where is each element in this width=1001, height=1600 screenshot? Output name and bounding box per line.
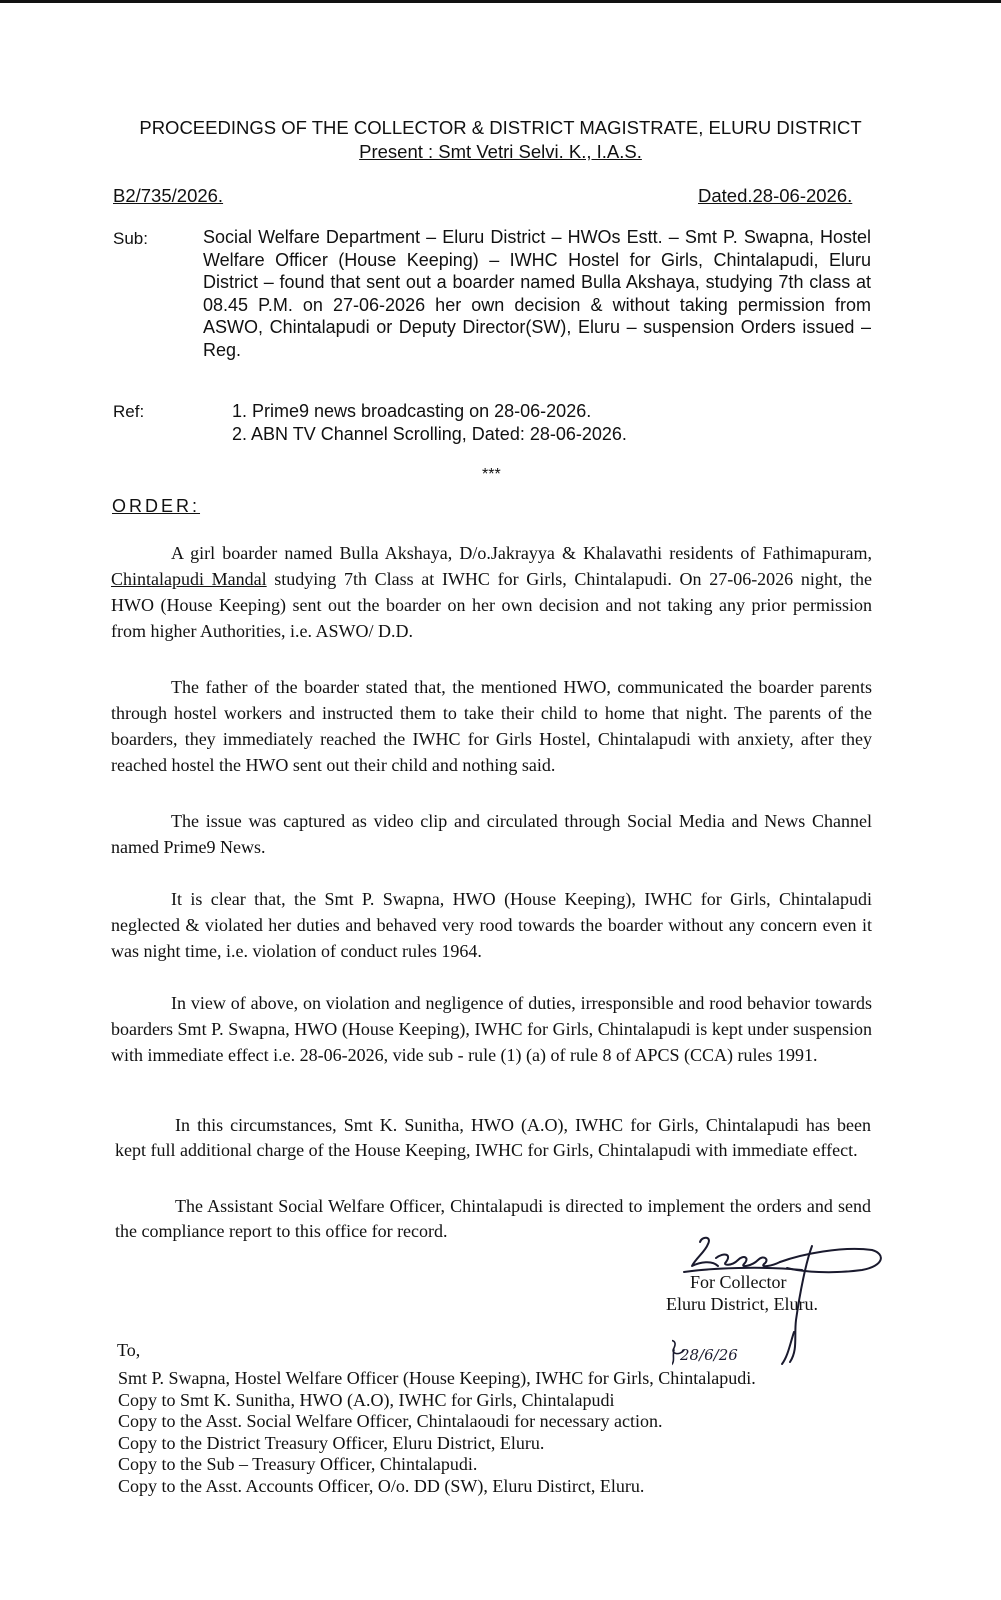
reference-number: B2/735/2026. (113, 185, 224, 206)
reference-item: 2. ABN TV Channel Scrolling, Dated: 28-06-2026. (232, 423, 627, 444)
present-officer: Present : Smt Vetri Selvi. K., I.A.S. (359, 141, 642, 162)
handwritten-date: 28/6/26 (680, 1346, 738, 1364)
order-paragraph-6: In this circumstances, Smt K. Sunitha, HWO (A.O), IWHC for Girls, Chintalapudi has been kept full additional charge of the House Keeping, IWHC for Girls, Chintalapudi with immediate effect. (115, 1115, 871, 1160)
order-paragraph-2: The father of the boarder stated that, the mentioned HWO, communicated the boarder parents through hostel workers and instructed them to take their child to home that night. The parents of the boarders, they immediately reached the IWHC for Girls Hostel, Chintalapudi with anxiety, after they reached hostel the HWO sent out their child and nothing said. (111, 677, 872, 775)
distribution-item: Copy to the District Treasury Officer, Eluru District, Eluru. (118, 1432, 545, 1453)
section-separator: *** (482, 466, 501, 483)
order-paragraph-3: The issue was captured as video clip and circulated through Social Media and News Channel named Prime9 News. (111, 811, 872, 857)
subject-label: Sub: (113, 229, 148, 248)
document-title: PROCEEDINGS OF THE COLLECTOR & DISTRICT MAGISTRATE, ELURU DISTRICT (139, 117, 862, 138)
to-label: To, (117, 1340, 141, 1360)
order-paragraph-4: It is clear that, the Smt P. Swapna, HWO (House Keeping), IWHC for Girls, Chintalapudi neglected & violated her duties and behaved very rood towards the boarder without any concern even it was night time, i.e. violation of conduct rules 1964. (111, 889, 872, 961)
paragraph-1-text-b: studying 7th Class at IWHC for Girls, Chintalapudi. On 27-06-2026 night, the HWO (House Keeping) sent out the boarder on her own decision and not taking any prior permission from higher Authorities, i.e. ASWO/ D.D. (111, 569, 872, 641)
subject-text: Social Welfare Department – Eluru District – HWOs Estt. – Smt P. Swapna, Hostel Welfare Officer (House Keeping) – IWHC Hostel for Girls, Chintalapudi, Eluru District – found that sent out a boarder named Bulla Akshaya, studying 7th class at 08.45 P.M. on 27-06-2026 her own decision & without taking permission from ASWO, Chintalapudi or Deputy Director(SW), Eluru – suspension Orders issued – Reg. (203, 227, 871, 360)
reference-item: 1. Prime9 news broadcasting on 28-06-2026. (232, 401, 592, 421)
order-heading: ORDER: (112, 496, 201, 516)
distribution-item: Smt P. Swapna, Hostel Welfare Officer (House Keeping), IWHC for Girls, Chintalapudi. (118, 1368, 756, 1388)
references-label: Ref: (113, 402, 145, 421)
references-list (232, 400, 627, 445)
order-paragraph-7: The Assistant Social Welfare Officer, Chintalapudi is directed to implement the orders and send the compliance report to this office for record. (115, 1196, 871, 1241)
distribution-list (118, 1368, 756, 1498)
distribution-item: Copy to the Asst. Accounts Officer, O/o. DD (SW), Eluru Distirct, Eluru. (118, 1475, 645, 1496)
mandal-name: Chintalapudi Mandal (111, 569, 267, 589)
order-paragraph-1 (111, 540, 872, 644)
distribution-item: Copy to Smt K. Sunitha, HWO (A.O), IWHC for Girls, Chintalapudi (118, 1389, 615, 1410)
signatory-district: Eluru District, Eluru. (666, 1294, 818, 1314)
distribution-item: Copy to the Asst. Social Welfare Officer, Chintalaoudi for necessary action. (118, 1411, 663, 1432)
order-paragraph-5: In view of above, on violation and negligence of duties, irresponsible and rood behavior towards boarders Smt P. Swapna, HWO (House Keeping), IWHC for Girls, Chintalapudi is kept under suspension with immediate effect i.e. 28-06-2026, vide sub - rule (1) (a) of rule 8 of APCS (CCA) rules 1991. (111, 993, 872, 1065)
distribution-item: Copy to the Sub – Treasury Officer, Chintalapudi. (118, 1454, 478, 1475)
paragraph-1-text-a: A girl boarder named Bulla Akshaya, D/o.Jakrayya & Khalavathi residents of Fathimapuram, (171, 543, 872, 563)
document-date: Dated.28-06-2026. (698, 185, 853, 206)
for-collector-label: For Collector (690, 1272, 787, 1292)
